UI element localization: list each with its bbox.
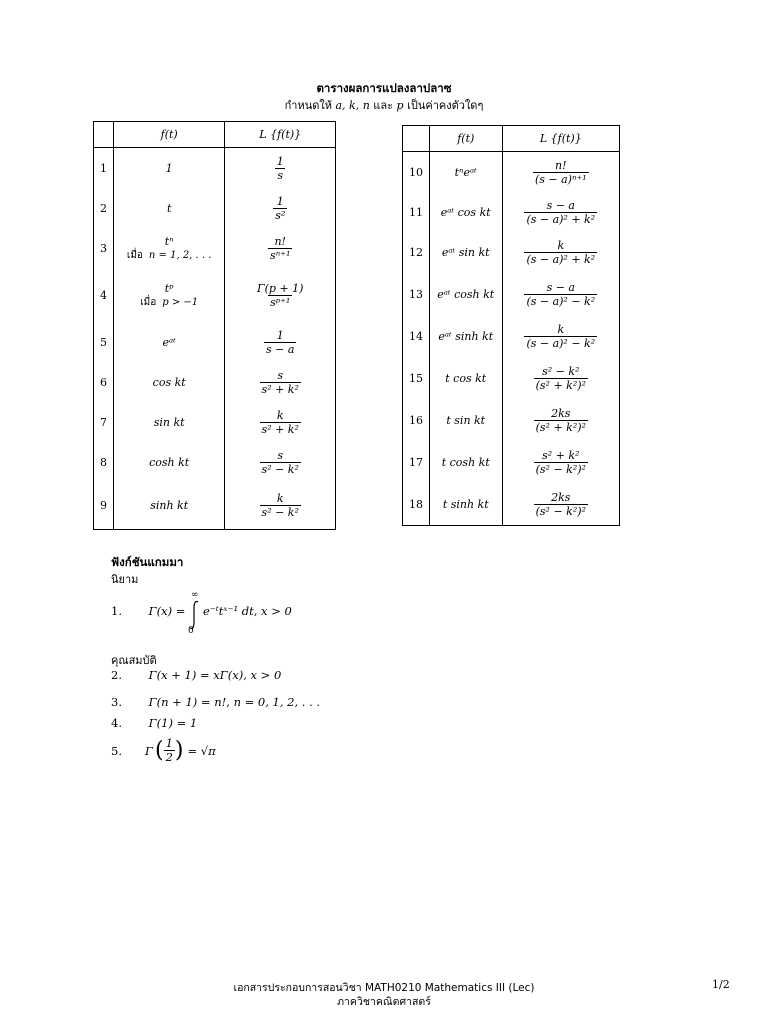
gamma-item-number: 3.	[111, 695, 122, 709]
subtitle-p: p	[396, 99, 404, 112]
transform-fraction	[260, 409, 301, 436]
transform-cell	[225, 444, 336, 482]
page-subtitle	[0, 96, 768, 114]
gamma-item-rhs: = √π	[187, 743, 216, 758]
page-title: ตารางผลการแปลงลาปลาซ	[316, 81, 452, 95]
function-cell	[429, 484, 502, 526]
transform-fraction	[260, 369, 301, 396]
transform-cell	[225, 270, 336, 322]
function-condition	[114, 248, 225, 263]
condition-when: เมื่อ	[140, 296, 157, 308]
transform-fraction	[260, 449, 301, 476]
table-row	[403, 358, 620, 400]
fraction-numerator: n!	[555, 159, 567, 173]
table-row	[403, 400, 620, 442]
gamma-item-2	[111, 668, 281, 682]
fraction-numerator: 2ks	[551, 407, 571, 420]
transform-fraction	[524, 281, 597, 308]
row-number: 4	[94, 270, 114, 322]
fraction-denominator: s² − k²	[261, 505, 299, 519]
condition-when: เมื่อ	[126, 249, 143, 261]
row-number: 14	[403, 316, 430, 358]
row-number: 12	[403, 232, 430, 274]
transform-cell	[502, 274, 619, 316]
row-number: 16	[403, 400, 430, 442]
row-number: 3	[94, 228, 114, 270]
function-expr: tⁿeᵃᵗ	[454, 166, 477, 180]
table-row	[94, 190, 336, 228]
fraction-numerator: 1	[276, 155, 284, 169]
gamma-item-number: 5.	[111, 743, 122, 758]
table-row	[403, 442, 620, 484]
fraction-numerator: s − a	[546, 199, 575, 212]
gamma-item-number: 4.	[111, 716, 122, 730]
function-cell	[113, 190, 225, 228]
integral-upper-limit: ∞	[191, 590, 199, 600]
transform-cell	[502, 442, 619, 484]
function-cell	[429, 152, 502, 194]
function-expr: t sin kt	[446, 414, 486, 427]
gamma-section-title: ฟังก์ชันแกมมา	[111, 555, 184, 569]
transform-fraction	[255, 282, 305, 309]
table-row	[403, 232, 620, 274]
gamma-integrand-cond: x > 0	[261, 604, 292, 618]
condition-expr: n = 1, 2, . . .	[148, 249, 212, 261]
function-expr: t cos kt	[445, 372, 487, 385]
paren-open-icon: (	[154, 738, 164, 763]
row-number: 7	[94, 402, 114, 444]
transform-cell	[502, 484, 619, 526]
gamma-item-number: 1.	[111, 604, 122, 618]
row-number: 6	[94, 364, 114, 402]
row-number: 1	[94, 148, 114, 190]
gamma-item-expr: Γ(n + 1) = n!, n = 0, 1, 2, . . .	[148, 695, 321, 709]
fraction-denominator: (s² − k²)²	[535, 504, 586, 518]
table-row	[403, 274, 620, 316]
function-expr: cos kt	[152, 376, 186, 389]
function-cell	[429, 358, 502, 400]
col-header-L: L {f(t)}	[502, 126, 619, 152]
function-expr: eᵃᵗ cos kt	[440, 206, 491, 219]
transform-cell	[502, 358, 619, 400]
function-expr: eᵃᵗ sinh kt	[438, 330, 494, 343]
footer-department-line: ภาควิชาคณิตศาสตร์	[337, 996, 431, 1008]
table-row	[94, 322, 336, 364]
transform-cell	[225, 322, 336, 364]
fraction-numerator: 1	[165, 736, 173, 750]
col-header-number	[94, 122, 114, 148]
table-row	[403, 194, 620, 232]
fraction-numerator: 1	[276, 329, 284, 342]
row-number: 10	[403, 152, 430, 194]
fraction-numerator: k	[276, 491, 284, 505]
fraction-numerator: k	[557, 323, 565, 336]
fraction-denominator: s² + k²	[261, 383, 299, 396]
table-row	[403, 152, 620, 194]
transform-fraction	[534, 449, 588, 476]
function-expr: tᵖ	[164, 281, 174, 295]
row-number: 18	[403, 484, 430, 526]
row-number: 17	[403, 442, 430, 484]
col-header-number	[403, 126, 430, 152]
function-cell	[429, 400, 502, 442]
fraction-denominator: (s − a)² + k²	[526, 213, 596, 226]
fraction-denominator: s − a	[266, 343, 295, 356]
gamma-item-1	[111, 604, 185, 618]
gamma-item-expr: Γ(1) = 1	[148, 716, 198, 730]
fraction-numerator: 2ks	[551, 490, 571, 504]
function-expr: sinh kt	[150, 498, 189, 512]
table-row	[403, 316, 620, 358]
paren-close-icon: )	[174, 738, 184, 763]
function-expr: eᵃᵗ cosh kt	[437, 288, 495, 301]
fraction-denominator: sⁿ⁺¹	[270, 249, 291, 262]
row-number: 5	[94, 322, 114, 364]
fraction-numerator: s	[277, 369, 284, 382]
function-cell	[113, 148, 225, 190]
fraction-denominator: sᵖ⁺¹	[270, 296, 291, 309]
transform-cell	[225, 482, 336, 530]
function-expr: 1	[165, 162, 173, 176]
gamma-integrand-expr: e⁻ᵗtˣ⁻¹ dt,	[203, 604, 258, 618]
transform-fraction	[260, 492, 301, 519]
fraction-denominator: (s² + k²)²	[535, 421, 586, 434]
function-cell	[113, 322, 225, 364]
transform-cell	[502, 400, 619, 442]
transform-fraction	[273, 195, 287, 222]
function-expr: eᵃᵗ	[162, 336, 176, 349]
col-header-f: f(t)	[113, 122, 225, 148]
function-expr: sin kt	[153, 416, 185, 429]
gamma-item-lhs: Γ(x) =	[148, 604, 186, 618]
transform-fraction	[524, 239, 597, 266]
fraction-numerator: s² + k²	[542, 449, 580, 462]
col-header-L: L {f(t)}	[225, 122, 336, 148]
fraction-denominator: s² − k²	[261, 463, 299, 476]
transform-cell	[225, 148, 336, 190]
transform-cell	[502, 232, 619, 274]
table-row	[94, 228, 336, 270]
function-expr: t cosh kt	[441, 456, 490, 469]
function-cell	[113, 228, 225, 270]
fraction-denominator: s	[277, 169, 284, 183]
function-cell	[429, 232, 502, 274]
fraction-denominator: (s − a)² + k²	[526, 253, 596, 266]
transform-cell	[225, 228, 336, 270]
transform-fraction	[524, 199, 597, 226]
laplace-table-left	[93, 121, 336, 530]
table-row	[94, 444, 336, 482]
gamma-item-4	[111, 716, 197, 730]
fraction-numerator: 1	[276, 195, 284, 208]
function-cell	[113, 402, 225, 444]
subtitle-and: และ	[373, 99, 394, 112]
fraction-denominator: s²	[275, 209, 286, 222]
transform-fraction	[534, 407, 588, 434]
laplace-table-right	[402, 125, 620, 526]
transform-cell	[225, 190, 336, 228]
transform-cell	[502, 194, 619, 232]
transform-cell	[225, 364, 336, 402]
function-cell	[113, 364, 225, 402]
transform-fraction	[533, 159, 589, 186]
transform-fraction	[524, 323, 597, 350]
function-cell	[429, 194, 502, 232]
row-number: 11	[403, 194, 430, 232]
subtitle-suffix: เป็นค่าคงตัวใดๆ	[407, 99, 484, 112]
fraction-numerator: s² − k²	[542, 365, 580, 378]
fraction-denominator: (s² + k²)²	[535, 379, 586, 392]
function-cell	[429, 274, 502, 316]
half-fraction	[164, 737, 175, 764]
fraction-numerator: s	[277, 449, 284, 462]
gamma-item-3	[111, 695, 320, 709]
function-expr: eᵃᵗ sin kt	[441, 246, 490, 259]
transform-cell	[225, 402, 336, 444]
table-row	[94, 270, 336, 322]
transform-fraction	[264, 329, 296, 356]
condition-expr: p > −1	[162, 296, 199, 308]
footer-course-line: เอกสารประกอบการสอนวิชา MATH0210 Mathematics III (Lec)	[233, 982, 535, 994]
fraction-denominator: (s − a)² − k²	[526, 337, 596, 350]
gamma-item-expr: Γ(x + 1) = xΓ(x), x > 0	[148, 668, 282, 682]
page-number: 1/2	[712, 978, 730, 991]
transform-fraction	[534, 491, 588, 518]
row-number: 13	[403, 274, 430, 316]
row-number: 15	[403, 358, 430, 400]
subtitle-prefix: กำหนดให้	[284, 99, 332, 112]
fraction-numerator: k	[557, 239, 565, 252]
gamma-item-5	[111, 737, 216, 764]
fraction-numerator: n!	[274, 235, 286, 248]
table-row	[403, 484, 620, 526]
subtitle-vars: a, k, n	[335, 99, 370, 112]
function-expr: t sinh kt	[442, 497, 489, 511]
fraction-denominator: (s − a)ⁿ⁺¹	[534, 173, 587, 187]
transform-fraction	[268, 235, 292, 262]
gamma-item-number: 2.	[111, 668, 122, 682]
function-cell	[113, 482, 225, 530]
table-row	[94, 402, 336, 444]
function-cell	[113, 444, 225, 482]
row-number: 9	[94, 482, 114, 530]
integral-lower-limit: 0	[188, 626, 194, 636]
function-cell	[113, 270, 225, 322]
gamma-integrand	[203, 604, 292, 618]
gamma-definition-label: นิยาม	[111, 573, 139, 586]
transform-cell	[502, 152, 619, 194]
fraction-numerator: k	[276, 409, 284, 422]
fraction-denominator: 2	[165, 750, 173, 764]
transform-fraction	[534, 365, 588, 392]
transform-cell	[502, 316, 619, 358]
row-number: 8	[94, 444, 114, 482]
table-row	[94, 482, 336, 530]
fraction-denominator: (s² − k²)²	[535, 463, 586, 476]
fraction-numerator: s − a	[546, 281, 575, 294]
function-expr: tⁿ	[164, 234, 174, 248]
fraction-denominator: s² + k²	[261, 423, 299, 436]
function-expr: cosh kt	[149, 456, 190, 469]
row-number: 2	[94, 190, 114, 228]
function-expr: t	[166, 202, 172, 215]
fraction-numerator: Γ(p + 1)	[256, 282, 304, 295]
transform-fraction	[275, 155, 286, 182]
function-condition	[114, 295, 225, 310]
gamma-properties-label: คุณสมบัติ	[111, 654, 157, 667]
col-header-f: f(t)	[429, 126, 502, 152]
table-row	[94, 148, 336, 190]
function-cell	[429, 442, 502, 484]
gamma-item-lhs: Γ	[145, 743, 153, 758]
function-cell	[429, 316, 502, 358]
table-row	[94, 364, 336, 402]
fraction-denominator: (s − a)² − k²	[526, 295, 596, 308]
